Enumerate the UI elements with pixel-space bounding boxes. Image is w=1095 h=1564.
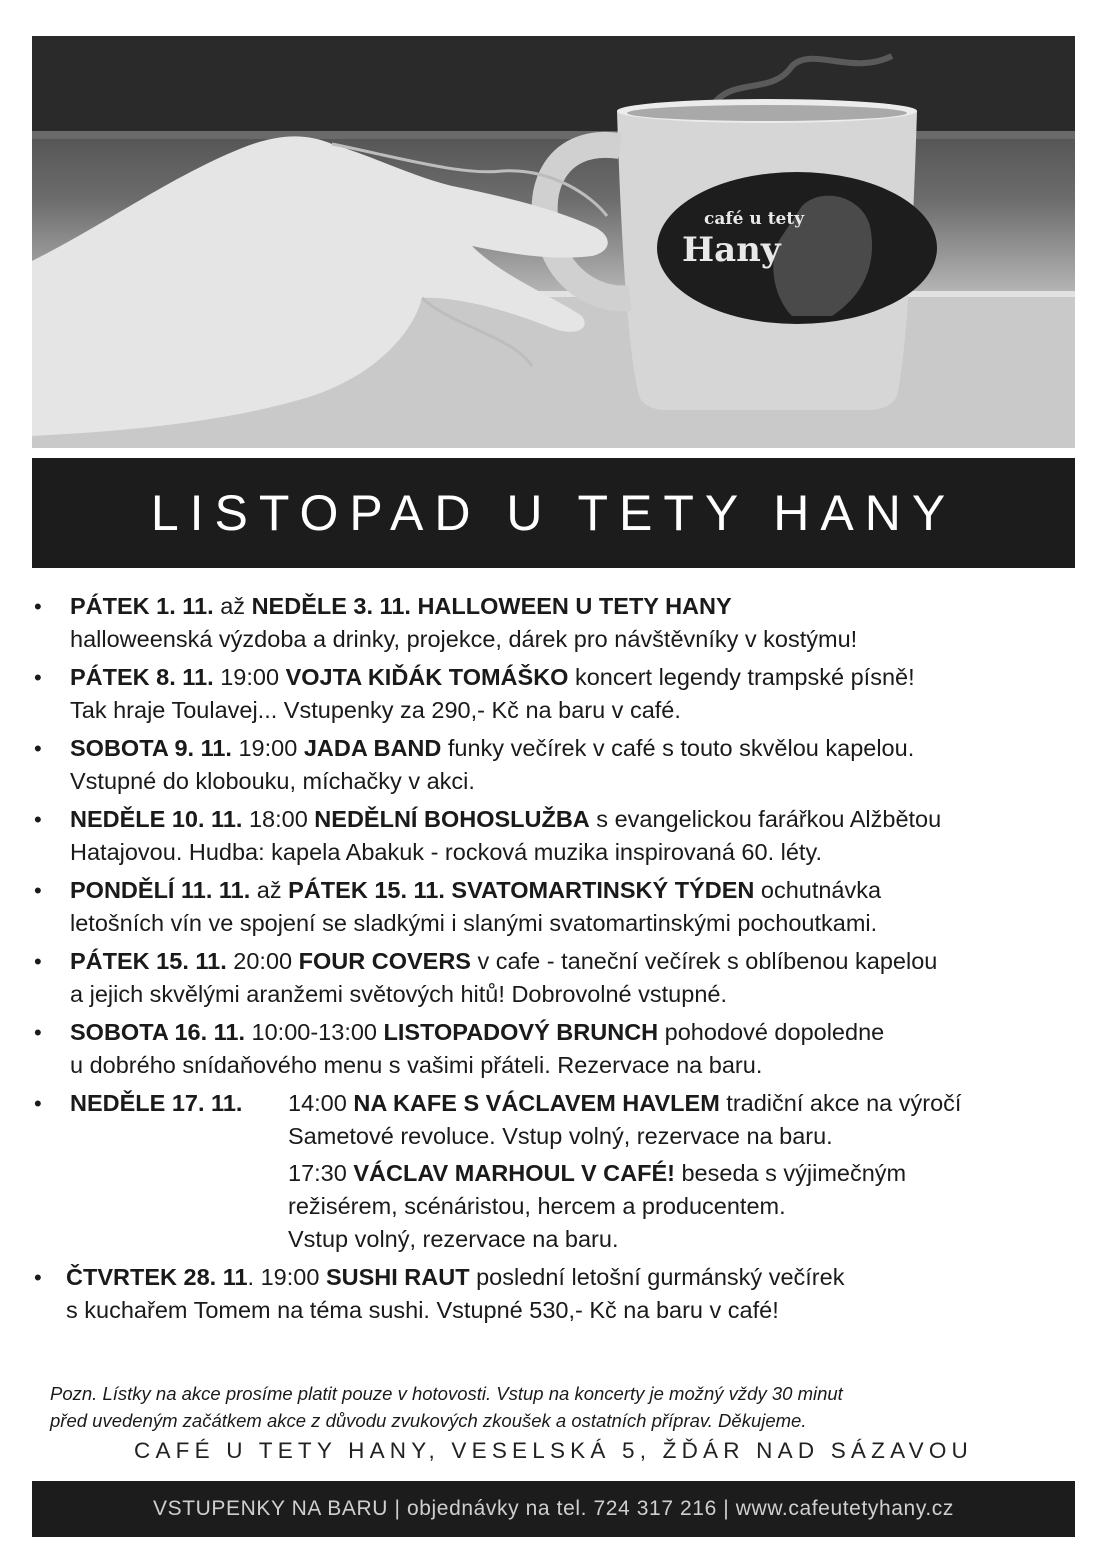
event-text: halloweenská výzdoba a drinky, projekce, dárek pro návštěvníky v kostýmu!	[70, 626, 858, 652]
program-block	[288, 1087, 961, 1153]
event-line	[70, 765, 1072, 798]
event-highlight-text: NA KAFE S VÁCLAVEM HAVLEM	[353, 1090, 720, 1116]
event-line	[288, 1157, 961, 1190]
event-text: beseda s výjimečným	[674, 1160, 907, 1186]
event-highlight-text: JADA BAND	[303, 735, 442, 761]
event-day: NEDĚLE 17. 11.	[70, 1090, 243, 1116]
event-text: 19:00	[231, 735, 304, 761]
event-line	[70, 874, 1072, 907]
event-item	[32, 874, 1072, 940]
event-item	[32, 590, 1072, 656]
event-line	[70, 1016, 1072, 1049]
event-item	[32, 1016, 1072, 1082]
event-highlight-text: VOJTA KIĎÁK TOMÁŠKO	[285, 664, 569, 690]
event-item	[32, 1261, 1072, 1327]
event-text: 18:00	[242, 806, 315, 832]
event-line: s kuchařem Tomem na téma sushi. Vstupné 530,- Kč na baru v café!	[66, 1297, 779, 1323]
footer-contact[interactable]: VSTUPENKY NA BARU | objednávky na tel. 724 317 216 | www.cafeutetyhany.cz	[153, 1497, 954, 1520]
title-banner	[32, 458, 1075, 568]
bullet-icon: •	[34, 594, 42, 619]
event-text: s evangelickou farářkou Alžbětou	[589, 806, 942, 832]
event-highlight-text: PÁTEK 15. 11. SVATOMARTINSKÝ TÝDEN	[288, 877, 755, 903]
bullet-icon: •	[34, 736, 42, 761]
bullet-icon: •	[34, 1091, 42, 1116]
event-text: Tak hraje Toulavej... Vstupenky za 290,- Kč na baru v café.	[70, 697, 681, 723]
note-line: před uvedeným začátkem akce z důvodu zvukových zkoušek a ostatních příprav. Děkujeme.	[50, 1410, 807, 1431]
note-line: Pozn. Lístky na akce prosíme platit pouze v hotovosti. Vstup na koncerty je možný vždy 30 minut	[50, 1383, 843, 1404]
event-line	[70, 694, 1072, 727]
bullet-icon: •	[34, 665, 42, 690]
footer-bar	[32, 1481, 1075, 1537]
event-text: 19:00	[213, 664, 286, 690]
bullet-icon: •	[34, 1020, 42, 1045]
bullet-icon: •	[34, 1265, 42, 1290]
event-text: ochutnávka	[754, 877, 882, 903]
event-item	[32, 945, 1072, 1011]
svg-text:Hany: Hany	[682, 230, 781, 270]
event-highlight-text: NEDĚLE 10. 11.	[70, 806, 243, 832]
event-text: 17:30	[288, 1160, 354, 1186]
event-text: . 19:00	[247, 1264, 326, 1290]
event-line	[70, 978, 1072, 1011]
coffee-mug-photo-icon	[32, 36, 1075, 448]
event-item	[32, 661, 1072, 727]
event-text: poslední letošní gurmánský večírek	[469, 1264, 845, 1290]
bullet-icon: •	[34, 807, 42, 832]
event-text: koncert legendy trampské písně!	[568, 664, 915, 690]
event-line	[66, 1261, 1072, 1294]
event-text: až	[250, 877, 289, 903]
event-text: a jejich skvělými aranžemi světových hitů! Dobrovolné vstupné.	[70, 981, 727, 1007]
event-line	[70, 732, 1072, 765]
event-text: až	[213, 593, 252, 619]
event-text: 20:00	[226, 948, 299, 974]
event-item	[32, 803, 1072, 869]
header-photo	[32, 36, 1075, 448]
event-text: Vstupné do klobouku, míchačky v akci.	[70, 768, 475, 794]
event-highlight-text: PÁTEK 1. 11.	[70, 593, 214, 619]
event-program	[288, 1087, 961, 1256]
event-highlight-text: LISTOPADOVÝ BRUNCH	[383, 1019, 659, 1045]
event-text: u dobrého snídaňového menu s vašimi přáteli. Rezervace na baru.	[70, 1052, 763, 1078]
event-text: tradiční akce na výročí	[719, 1090, 962, 1116]
event-line	[70, 907, 1072, 940]
event-list	[32, 590, 1072, 1332]
event-line	[70, 661, 1072, 694]
event-highlight-text: PÁTEK 15. 11.	[70, 948, 227, 974]
event-highlight-text: PONDĚLÍ 11. 11.	[70, 877, 251, 903]
event-line	[70, 590, 1072, 623]
page-title: LISTOPAD U TETY HANY	[150, 485, 957, 541]
event-highlight-text: NEDĚLE 3. 11. HALLOWEEN U TETY HANY	[251, 593, 732, 619]
svg-text:café u tety: café u tety	[704, 209, 805, 229]
event-highlight-text: ČTVRTEK 28. 11	[66, 1264, 248, 1290]
event-text: 10:00-13:00	[245, 1019, 384, 1045]
event-text: pohodové dopoledne	[658, 1019, 885, 1045]
event-highlight-text: VÁCLAV MARHOUL V CAFÉ!	[353, 1160, 675, 1186]
event-line	[70, 1049, 1072, 1082]
event-highlight-text: FOUR COVERS	[298, 948, 471, 974]
event-highlight-text: SUSHI RAUT	[325, 1264, 470, 1290]
event-line: Sametové revoluce. Vstup volný, rezervace na baru.	[288, 1123, 833, 1149]
event-text: v cafe - taneční večírek s oblíbenou kapelou	[470, 948, 938, 974]
event-item	[32, 732, 1072, 798]
event-text: 14:00	[288, 1090, 354, 1116]
event-highlight-text: SOBOTA 9. 11.	[70, 735, 232, 761]
event-highlight-text: NEDĚLNÍ BOHOSLUŽBA	[314, 806, 590, 832]
event-line	[70, 623, 1072, 656]
payment-note	[50, 1380, 1060, 1434]
program-block	[288, 1157, 961, 1256]
event-line	[70, 803, 1072, 836]
event-line: režisérem, scénáristou, hercem a producentem.	[288, 1193, 786, 1219]
event-item	[32, 1087, 1072, 1256]
event-line	[70, 945, 1072, 978]
event-text: letošních vín ve spojení se sladkými i slanými svatomartinskými pochoutkami.	[70, 910, 878, 936]
event-highlight-text: PÁTEK 8. 11.	[70, 664, 214, 690]
event-text: Hatajovou. Hudba: kapela Abakuk - rocková muzika inspirovaná 60. léty.	[70, 839, 822, 865]
event-text: funky večírek v café s touto skvělou kapelou.	[441, 735, 915, 761]
event-line	[70, 836, 1072, 869]
event-line	[288, 1087, 961, 1120]
bullet-icon: •	[34, 949, 42, 974]
bullet-icon: •	[34, 878, 42, 903]
cafe-address: CAFÉ U TETY HANY, VESELSKÁ 5, ŽĎÁR NAD SÁZAVOU	[134, 1438, 973, 1463]
event-highlight-text: SOBOTA 16. 11.	[70, 1019, 246, 1045]
event-line: Vstup volný, rezervace na baru.	[288, 1226, 619, 1252]
